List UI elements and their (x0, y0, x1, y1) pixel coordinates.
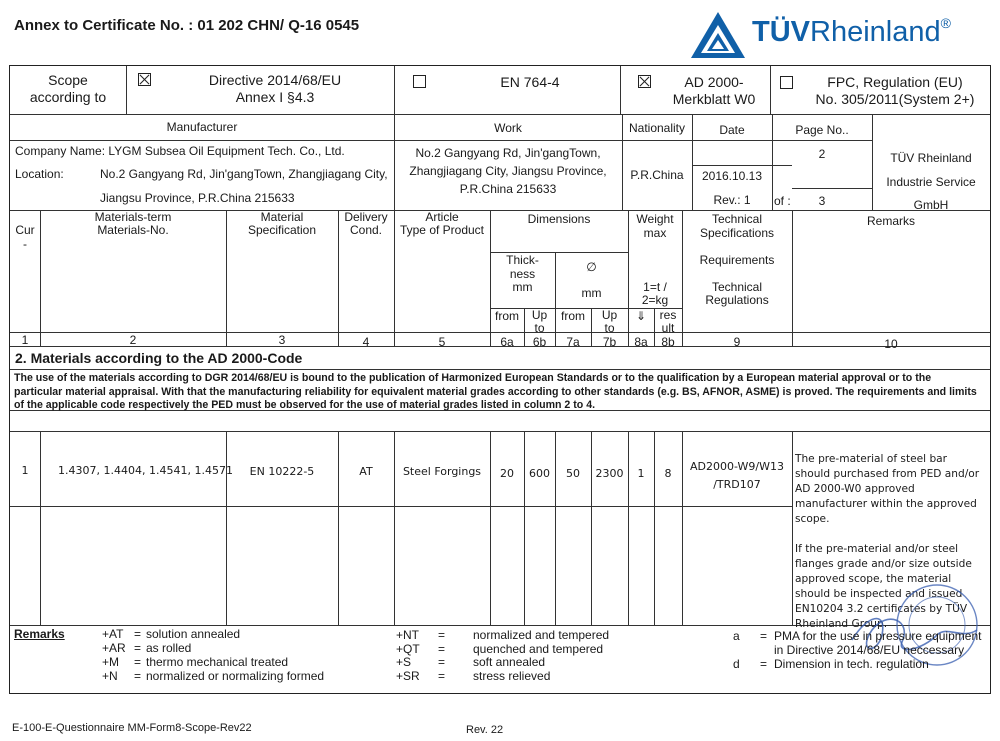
legend-col1-text: solution annealed as rolled thermo mechanical treated normalized or normalizing formed (146, 627, 325, 683)
legend-col3-eq: = = (760, 629, 768, 671)
thickness-upto: Up to (531, 308, 548, 335)
scope-option-fpc: FPC, Regulation (EU) No. 305/2011(System 2+) (815, 74, 975, 107)
tuv-triangle-icon (688, 9, 748, 61)
col-delivery-header: Delivery Cond. (344, 210, 388, 237)
section-note: The use of the materials according to DGR 2014/68/EU is bound to the publication of Harmonized European Standards or to the qualification by a European material approval or to the particular material appraisal. With that the manufacturing reliability for equivalent material grades according to other standards (e.g. BS, AFNOR, ASME) is proved. The requirements and limits of the applicable code respectively the PED must be observed for the use of material grades listed in column 2 to 4. (14, 372, 977, 411)
col-number: 10 (884, 337, 898, 351)
legend-col1-codes: +AT +AR +M +N (102, 627, 126, 683)
col-number: 7a (566, 335, 580, 349)
col-thickness-header: Thick- ness mm (506, 253, 539, 294)
col-number: 6b (532, 335, 547, 349)
work-address: No.2 Gangyang Rd, Jin'gangTown, Zhangjiagang City, Jiangsu Province, P.R.China 215633 (409, 146, 607, 196)
col-number: 8a (634, 335, 648, 349)
col-number: 9 (733, 335, 741, 349)
col-number: 5 (438, 335, 446, 349)
legend-col2-eq: = = = = (438, 628, 446, 683)
col-number: 1 (21, 333, 29, 347)
location-line2: Jiangsu Province, P.R.China 215633 (100, 191, 295, 205)
row-remarks: The pre-material of steel bar should purchased from PED and/or AD 2000-W0 approved manufacturer within the approved scope. If the pre-material and/or steel flanges grade and/or size outside approved scope, the material should be inspected and issued EN10204 3.2 certificates by TÜV Rheinland Group. (795, 453, 980, 630)
tuv-logo-text: TÜVRheinland® (752, 15, 951, 48)
row-materials: 1.4307, 1.4404, 1.4541, 1.4571 (58, 464, 233, 477)
col-number: 4 (362, 335, 370, 349)
legend-col3-codes: a d (733, 629, 740, 671)
col-dimensions-header: Dimensions (527, 212, 591, 226)
certificate-title: Annex to Certificate No. : 01 202 CHN/ Q-16 0545 (14, 17, 360, 34)
col-weight-header: Weight max (636, 212, 674, 240)
scope-option-directive: Directive 2014/68/EU Annex I §4.3 (208, 72, 342, 105)
col-number: 3 (278, 333, 286, 347)
fpc-checkbox[interactable] (780, 76, 793, 89)
row-spec: EN 10222-5 (249, 465, 315, 478)
legend-col2-codes: +NT +QT +S +SR (396, 628, 420, 683)
scope-option-ad2000: AD 2000- Merkblatt W0 (672, 74, 756, 107)
nationality-label: Nationality (628, 121, 686, 135)
col-number: 2 (129, 333, 137, 347)
row-thickness-from: 20 (500, 467, 514, 480)
thickness-from: from (495, 309, 519, 323)
col-remarks-header: Remarks (866, 214, 915, 228)
row-weight-unit: 1 (637, 467, 645, 480)
of-label: of : (774, 194, 791, 208)
col-spec-header: Material Specification (247, 210, 317, 237)
col-cur-header: Cur - (15, 223, 35, 251)
row-delivery: AT (359, 465, 373, 478)
location-line1: No.2 Gangyang Rd, Jin'gangTown, Zhangjiagang City, (100, 167, 388, 181)
col-weight-unit-header: 1=t / 2=kg (641, 280, 669, 307)
col-materials-header: Materials-term Materials-No. (94, 210, 172, 237)
legend-col2-text: normalized and tempered quenched and tempered soft annealed stress relieved (473, 628, 610, 683)
manufacturer-label: Manufacturer (166, 120, 238, 134)
col-number: 8b (661, 335, 675, 349)
remarks-legend-label: Remarks (14, 627, 65, 641)
down-arrow-icon: ⇓ (635, 309, 647, 323)
scope-option-en764: EN 764-4 (500, 74, 560, 90)
legend-col3-text: PMA for the use in pressure equipment in Directive 2014/68/EU neccessary Dimension in tech. regulation (774, 629, 982, 671)
ad2000-checkbox[interactable] (638, 75, 651, 88)
row-thickness-to: 600 (529, 467, 550, 480)
location-label: Location: (15, 167, 64, 181)
work-label: Work (494, 121, 522, 135)
company-name: Company Name: LYGM Subsea Oil Equipment Tech. Co., Ltd. (15, 144, 345, 158)
page-number: 2 (818, 147, 826, 161)
col-number: 7b (602, 335, 617, 349)
col-diameter-header: ∅ mm (581, 260, 602, 300)
row-cur: 1 (21, 464, 29, 477)
date-label: Date (719, 123, 745, 137)
col-tech-header: Technical Specifications Requirements Technical Regulations (699, 212, 775, 307)
legend-col1-eq: = = = = (134, 627, 142, 683)
section-title: 2. Materials according to the AD 2000-Code (15, 350, 303, 366)
date-value: 2016.10.13 (701, 169, 763, 183)
row-diameter-from: 50 (566, 467, 580, 480)
en764-checkbox[interactable] (413, 75, 426, 88)
row-tech-spec: AD2000-W9/W13 /TRD107 (690, 460, 784, 491)
issuer: TÜV Rheinland Industrie Service GmbH (886, 151, 976, 212)
row-article: Steel Forgings (402, 465, 482, 478)
weight-result-header: res ult (659, 308, 677, 335)
row-diameter-to: 2300 (595, 467, 624, 480)
nationality-value: P.R.China (630, 168, 684, 182)
directive-checkbox[interactable] (138, 73, 151, 86)
page-total: 3 (818, 194, 826, 208)
row-weight-result: 8 (664, 467, 672, 480)
page-label: Page No.. (795, 123, 849, 137)
col-number: 6a (500, 335, 514, 349)
footer-form-id: E-100-E-Questionnaire MM-Form8-Scope-Rev22 (12, 722, 252, 734)
revision-value: Rev.: 1 (713, 193, 751, 207)
footer-revision: Rev. 22 (466, 724, 504, 736)
scope-label: Scope according to (29, 72, 107, 105)
diameter-upto: Up to (601, 308, 618, 335)
diameter-from: from (561, 309, 585, 323)
col-article-header: Article Type of Product (399, 210, 485, 237)
